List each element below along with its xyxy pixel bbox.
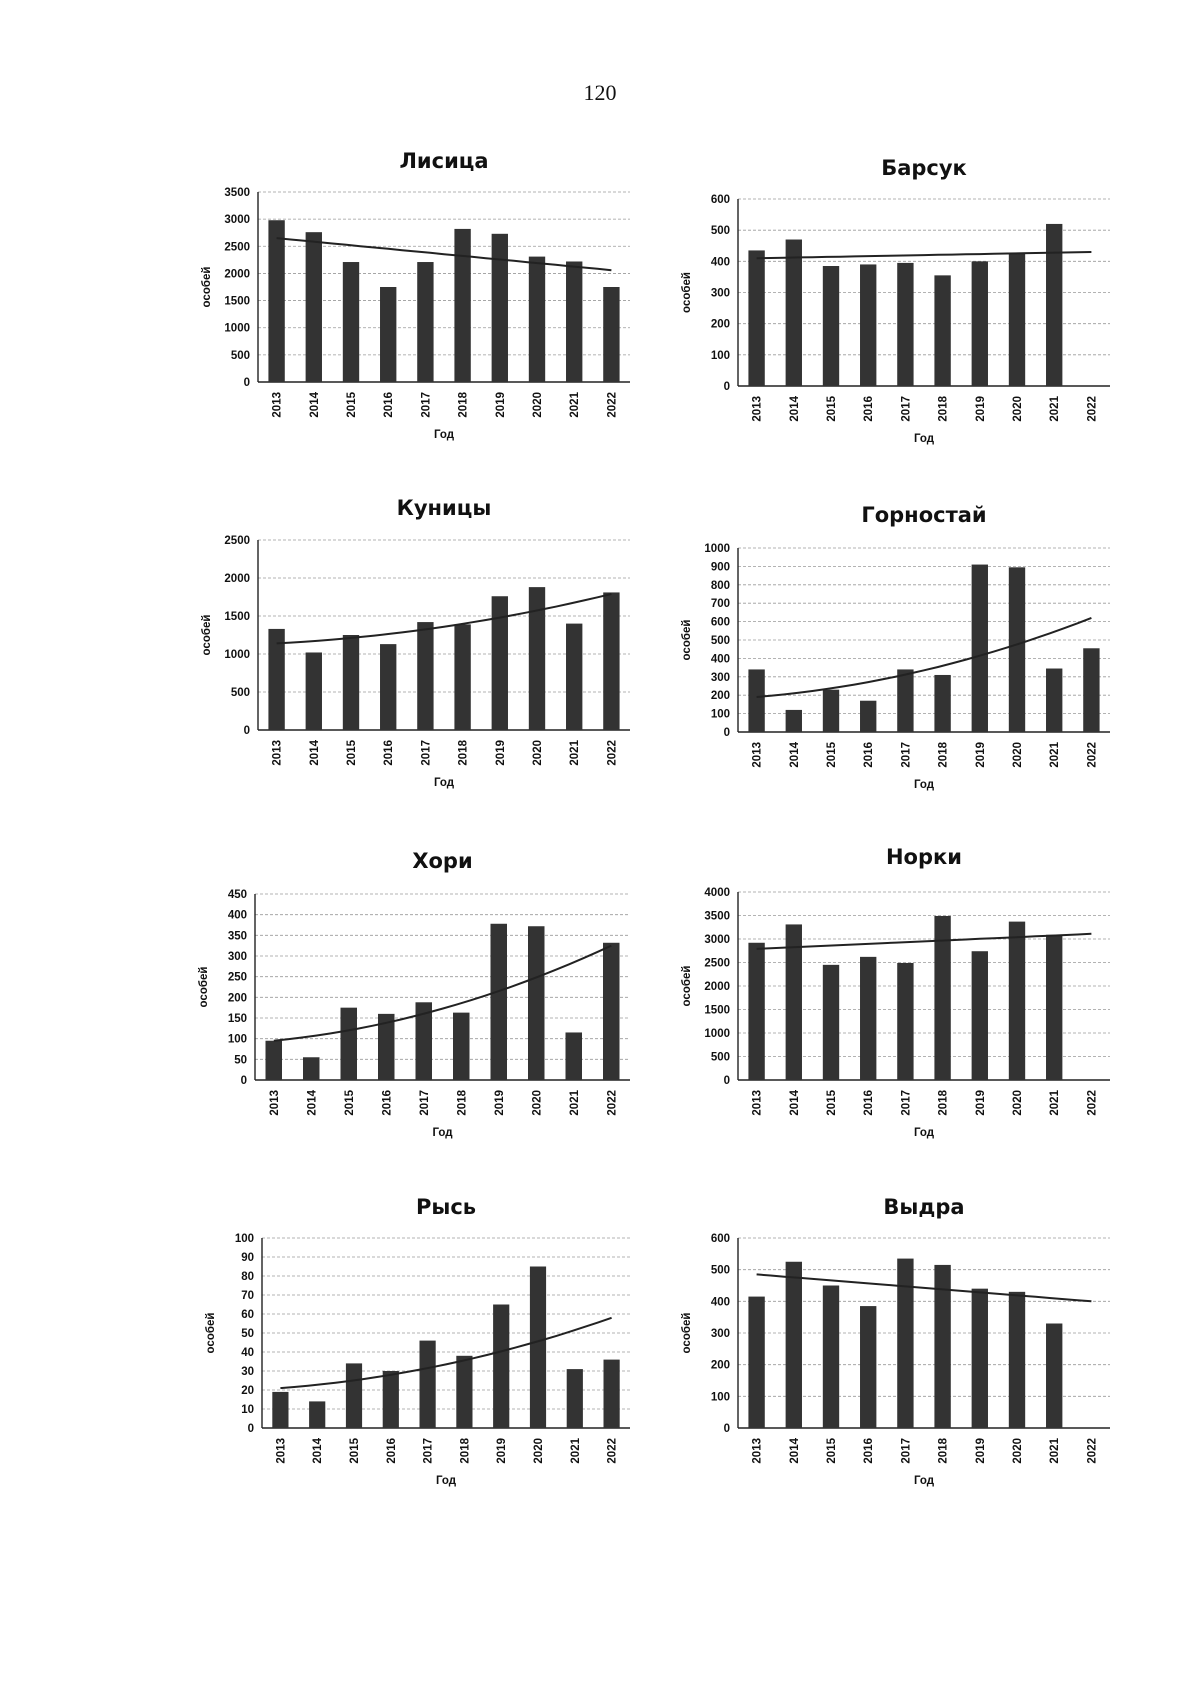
y-tick-label: 2000 <box>224 268 250 281</box>
x-tick-label: 2016 <box>383 392 396 418</box>
bar-2021 <box>1046 669 1062 732</box>
y-tick-label: 200 <box>710 690 730 703</box>
bar-2022 <box>604 1360 620 1428</box>
y-tick-label: 40 <box>241 1347 254 1359</box>
x-axis-label: Год <box>913 779 935 791</box>
x-axis-label: Год <box>432 1127 453 1139</box>
y-tick-label: 4000 <box>704 887 730 899</box>
bar-2021 <box>566 261 582 382</box>
x-tick-label: 2018 <box>937 742 950 768</box>
trend-line <box>757 252 1092 258</box>
bar-2015 <box>343 635 359 730</box>
x-tick-label: 2014 <box>788 1438 801 1464</box>
y-tick-label: 90 <box>241 1252 254 1264</box>
bar-2017 <box>897 669 913 732</box>
x-tick-label: 2022 <box>606 1438 619 1464</box>
y-tick-label: 300 <box>227 951 247 963</box>
x-tick-label: 2014 <box>308 392 321 418</box>
x-tick-label: 2019 <box>494 740 507 766</box>
y-tick-label: 600 <box>710 194 730 206</box>
y-axis-label: особей <box>201 266 213 308</box>
bar-2016 <box>380 287 396 382</box>
x-tick-label: 2018 <box>937 1438 950 1464</box>
x-tick-label: 2020 <box>1012 742 1024 768</box>
y-tick-label: 2500 <box>704 957 730 970</box>
x-tick-label: 2013 <box>751 396 764 422</box>
y-tick-label: 0 <box>240 1075 247 1087</box>
bar-2017 <box>897 963 913 1080</box>
y-tick-label: 30 <box>241 1366 254 1378</box>
x-tick-label: 2017 <box>420 392 433 418</box>
x-tick-label: 2019 <box>974 396 987 422</box>
y-axis-label: особей <box>681 1312 693 1354</box>
y-tick-label: 400 <box>710 256 730 269</box>
bar-2017 <box>417 622 433 730</box>
x-tick-label: 2021 <box>569 740 582 766</box>
y-tick-label: 500 <box>710 225 730 238</box>
y-tick-label: 300 <box>710 1328 730 1340</box>
x-tick-label: 2016 <box>383 740 396 766</box>
y-tick-label: 0 <box>247 1423 254 1435</box>
y-tick-label: 100 <box>227 1033 247 1046</box>
trend-line <box>277 238 612 270</box>
y-tick-label: 400 <box>710 653 730 666</box>
bar-2015 <box>823 965 839 1080</box>
x-tick-label: 2017 <box>422 1438 435 1464</box>
y-tick-label: 1000 <box>224 649 250 661</box>
y-tick-label: 350 <box>227 930 247 943</box>
bar-2015 <box>823 1286 839 1429</box>
bar-2016 <box>380 644 396 730</box>
x-tick-label: 2020 <box>1012 396 1024 422</box>
x-tick-label: 2015 <box>346 392 358 418</box>
x-tick-label: 2017 <box>900 1438 913 1464</box>
x-tick-label: 2021 <box>1049 1090 1062 1116</box>
bar-2020 <box>1009 254 1025 386</box>
chart-title: Куницы <box>396 496 492 520</box>
x-tick-label: 2017 <box>900 396 913 422</box>
y-tick-label: 500 <box>230 687 250 699</box>
x-tick-label: 2020 <box>1012 1438 1024 1464</box>
bar-2021 <box>567 1369 583 1428</box>
bar-2022 <box>603 287 619 382</box>
x-tick-label: 2015 <box>826 1438 838 1464</box>
bar-2020 <box>1009 567 1025 732</box>
x-axis-label: Год <box>913 433 935 445</box>
x-tick-label: 2015 <box>343 1090 356 1116</box>
y-tick-label: 800 <box>710 579 730 592</box>
chart-8 <box>681 1195 1110 1487</box>
y-tick-label: 2000 <box>704 981 730 993</box>
x-tick-label: 2017 <box>418 1090 431 1116</box>
y-tick-label: 50 <box>241 1328 254 1340</box>
y-axis-label: особей <box>198 966 210 1008</box>
y-tick-label: 200 <box>227 992 247 1005</box>
bar-2018 <box>934 275 950 386</box>
bar-2019 <box>972 261 988 386</box>
x-tick-label: 2014 <box>788 742 801 768</box>
x-tick-label: 2016 <box>863 742 876 768</box>
y-tick-label: 0 <box>243 725 250 737</box>
y-axis-label: особей <box>681 965 693 1007</box>
x-tick-label: 2017 <box>900 742 913 768</box>
bar-2016 <box>383 1371 399 1428</box>
x-tick-label: 2020 <box>1012 1090 1024 1116</box>
x-tick-label: 2014 <box>788 396 801 422</box>
x-axis-label: Год <box>913 1475 935 1487</box>
bar-2019 <box>491 924 508 1080</box>
x-tick-label: 2016 <box>863 1438 876 1464</box>
chart-title: Норки <box>885 845 963 869</box>
x-tick-label: 2018 <box>457 740 470 766</box>
y-tick-label: 3000 <box>704 934 730 946</box>
x-tick-label: 2022 <box>1086 742 1099 768</box>
y-tick-label: 2000 <box>224 573 250 585</box>
y-axis-label: особей <box>681 619 693 661</box>
y-axis-label: особей <box>681 272 693 313</box>
chart-title: Лисица <box>399 149 489 173</box>
bar-2015 <box>343 262 359 382</box>
y-tick-label: 3500 <box>704 910 730 923</box>
bar-2013 <box>748 250 764 386</box>
bar-2019 <box>972 565 988 732</box>
x-tick-label: 2022 <box>1086 1090 1099 1116</box>
bar-2018 <box>453 1013 470 1080</box>
bar-2018 <box>934 675 950 732</box>
x-tick-label: 2014 <box>308 740 321 766</box>
bar-2013 <box>272 1392 288 1428</box>
bar-2013 <box>748 943 764 1080</box>
x-tick-label: 2021 <box>568 1090 581 1116</box>
x-tick-label: 2016 <box>381 1090 394 1116</box>
chart-4 <box>681 503 1110 791</box>
chart-5 <box>198 849 630 1139</box>
x-tick-label: 2013 <box>751 742 764 768</box>
x-tick-label: 2013 <box>268 1090 281 1116</box>
bar-2014 <box>309 1401 325 1428</box>
x-tick-label: 2022 <box>1086 1438 1099 1464</box>
bar-2015 <box>346 1363 362 1428</box>
bar-2021 <box>1046 1324 1062 1429</box>
bar-2022 <box>1083 648 1099 732</box>
bar-2014 <box>786 1262 802 1428</box>
x-tick-label: 2019 <box>974 1438 987 1464</box>
bar-2014 <box>786 240 802 386</box>
x-tick-label: 2013 <box>271 740 284 766</box>
y-axis-label: особей <box>201 614 213 656</box>
bar-2014 <box>303 1057 320 1080</box>
bar-2019 <box>493 1305 509 1429</box>
bar-2016 <box>860 264 876 386</box>
x-tick-label: 2021 <box>569 1438 582 1464</box>
bar-2022 <box>603 943 620 1080</box>
y-tick-label: 3500 <box>224 187 250 199</box>
x-axis-label: Год <box>913 1127 935 1139</box>
x-tick-label: 2015 <box>826 1090 838 1116</box>
x-tick-label: 2017 <box>420 740 433 766</box>
y-tick-label: 1500 <box>704 1004 730 1017</box>
x-tick-label: 2019 <box>496 1438 509 1464</box>
y-tick-label: 1000 <box>224 322 250 335</box>
trend-line <box>757 934 1092 949</box>
chart-title: Барсук <box>881 156 967 180</box>
x-tick-label: 2017 <box>900 1090 913 1116</box>
y-tick-label: 700 <box>710 598 730 611</box>
bar-2019 <box>972 1289 988 1428</box>
chart-1 <box>201 149 630 441</box>
y-tick-label: 900 <box>710 561 730 574</box>
y-tick-label: 0 <box>723 1075 730 1087</box>
x-tick-label: 2019 <box>493 1090 506 1116</box>
y-tick-label: 2500 <box>224 535 250 547</box>
bar-2020 <box>1009 1292 1025 1428</box>
bar-2018 <box>456 1356 472 1428</box>
bar-2022 <box>603 592 619 730</box>
bar-2013 <box>748 669 764 732</box>
bar-2013 <box>266 1041 283 1080</box>
y-tick-label: 3000 <box>224 214 250 227</box>
trend-line <box>274 946 612 1041</box>
x-tick-label: 2019 <box>494 392 507 418</box>
chart-title: Хори <box>412 849 473 873</box>
y-tick-label: 400 <box>227 909 247 922</box>
y-tick-label: 1000 <box>704 1028 730 1040</box>
bar-2021 <box>1046 224 1062 386</box>
bar-2016 <box>860 701 876 732</box>
y-tick-label: 0 <box>723 381 730 393</box>
page-number: 120 <box>583 80 617 105</box>
x-tick-label: 2016 <box>385 1438 398 1464</box>
x-tick-label: 2019 <box>974 742 987 768</box>
x-tick-label: 2021 <box>1049 742 1062 768</box>
x-tick-label: 2014 <box>306 1090 319 1116</box>
y-tick-label: 2500 <box>224 241 250 254</box>
x-tick-label: 2022 <box>1086 396 1099 422</box>
bar-2019 <box>972 951 988 1080</box>
y-tick-label: 300 <box>710 287 730 300</box>
trend-line <box>757 1274 1092 1301</box>
x-tick-label: 2021 <box>1049 1438 1062 1464</box>
bar-2021 <box>1046 935 1062 1080</box>
x-tick-label: 2013 <box>275 1438 288 1464</box>
chart-title: Горностай <box>861 503 987 527</box>
y-tick-label: 150 <box>227 1013 247 1025</box>
x-tick-label: 2021 <box>569 392 582 418</box>
x-tick-label: 2016 <box>863 396 876 422</box>
y-tick-label: 500 <box>230 349 250 362</box>
x-tick-label: 2020 <box>532 392 544 418</box>
x-tick-label: 2018 <box>937 396 950 422</box>
bar-2021 <box>566 624 582 730</box>
x-tick-label: 2015 <box>826 742 838 768</box>
y-tick-label: 600 <box>710 616 730 629</box>
bar-2017 <box>417 262 433 382</box>
y-tick-label: 600 <box>710 1233 730 1245</box>
trend-line <box>757 618 1092 697</box>
bar-2014 <box>306 652 322 730</box>
x-tick-label: 2021 <box>1049 396 1062 422</box>
y-tick-label: 60 <box>241 1309 254 1321</box>
y-tick-label: 20 <box>241 1385 254 1397</box>
bar-2020 <box>529 257 545 382</box>
bar-2021 <box>566 1032 583 1080</box>
y-tick-label: 10 <box>241 1404 254 1416</box>
x-tick-label: 2014 <box>788 1090 801 1116</box>
y-tick-label: 1500 <box>224 611 250 623</box>
x-tick-label: 2018 <box>459 1438 472 1464</box>
y-tick-label: 1000 <box>704 543 730 555</box>
bar-2020 <box>530 1267 546 1429</box>
y-tick-label: 50 <box>234 1054 247 1067</box>
bar-2020 <box>1009 922 1025 1080</box>
y-tick-label: 200 <box>710 318 730 331</box>
x-tick-label: 2016 <box>863 1090 876 1116</box>
x-tick-label: 2013 <box>751 1438 764 1464</box>
chart-title: Рысь <box>415 1195 477 1219</box>
x-tick-label: 2022 <box>606 1090 619 1116</box>
x-tick-label: 2020 <box>532 740 544 766</box>
y-tick-label: 100 <box>710 349 730 362</box>
x-tick-label: 2015 <box>349 1438 361 1464</box>
y-tick-label: 100 <box>710 708 730 721</box>
y-tick-label: 0 <box>723 727 730 739</box>
bar-2013 <box>748 1297 764 1428</box>
y-tick-label: 500 <box>710 1051 730 1064</box>
x-tick-label: 2014 <box>312 1438 325 1464</box>
chart-title: Выдра <box>883 1195 965 1219</box>
x-tick-label: 2013 <box>271 392 284 418</box>
y-tick-label: 250 <box>227 971 247 984</box>
bar-2016 <box>860 1306 876 1428</box>
x-axis-label: Год <box>435 1475 457 1487</box>
x-tick-label: 2022 <box>606 392 619 418</box>
bar-2020 <box>528 926 545 1080</box>
x-tick-label: 2019 <box>974 1090 987 1116</box>
trend-line <box>277 594 612 643</box>
y-tick-label: 500 <box>710 635 730 647</box>
bar-2013 <box>268 629 284 730</box>
x-tick-label: 2020 <box>533 1438 545 1464</box>
y-axis-label: особей <box>205 1312 217 1354</box>
y-tick-label: 100 <box>710 1391 730 1404</box>
bar-2018 <box>454 229 470 382</box>
bar-2015 <box>341 1008 358 1080</box>
x-tick-label: 2022 <box>606 740 619 766</box>
x-axis-label: Год <box>433 777 455 789</box>
bar-2019 <box>492 234 508 382</box>
y-tick-label: 100 <box>234 1233 254 1245</box>
chart-3 <box>201 496 630 789</box>
x-tick-label: 2018 <box>456 1090 469 1116</box>
y-tick-label: 1500 <box>224 295 250 308</box>
y-tick-label: 200 <box>710 1359 730 1372</box>
bar-2017 <box>420 1341 436 1428</box>
x-tick-label: 2020 <box>531 1090 544 1116</box>
bar-2014 <box>306 232 322 382</box>
trend-line <box>280 1318 611 1388</box>
bar-2018 <box>454 624 470 730</box>
bar-2017 <box>897 263 913 386</box>
bar-2016 <box>860 957 876 1080</box>
bar-2014 <box>786 710 802 732</box>
y-tick-label: 500 <box>710 1264 730 1277</box>
chart-7 <box>205 1195 630 1487</box>
bar-2013 <box>268 220 284 382</box>
y-tick-label: 0 <box>243 377 250 389</box>
x-tick-label: 2015 <box>346 740 358 766</box>
y-tick-label: 0 <box>723 1423 730 1435</box>
y-tick-label: 70 <box>241 1290 254 1302</box>
x-tick-label: 2015 <box>826 396 838 422</box>
x-tick-label: 2018 <box>457 392 470 418</box>
y-tick-label: 300 <box>710 671 730 684</box>
bar-2017 <box>897 1259 913 1428</box>
y-tick-label: 450 <box>227 889 247 901</box>
x-tick-label: 2018 <box>937 1090 950 1116</box>
y-tick-label: 80 <box>241 1271 254 1283</box>
x-axis-label: Год <box>433 429 455 441</box>
chart-6 <box>681 845 1110 1139</box>
y-tick-label: 400 <box>710 1296 730 1309</box>
bar-2015 <box>823 266 839 386</box>
chart-2 <box>681 156 1110 445</box>
x-tick-label: 2013 <box>751 1090 764 1116</box>
bar-2015 <box>823 690 839 732</box>
